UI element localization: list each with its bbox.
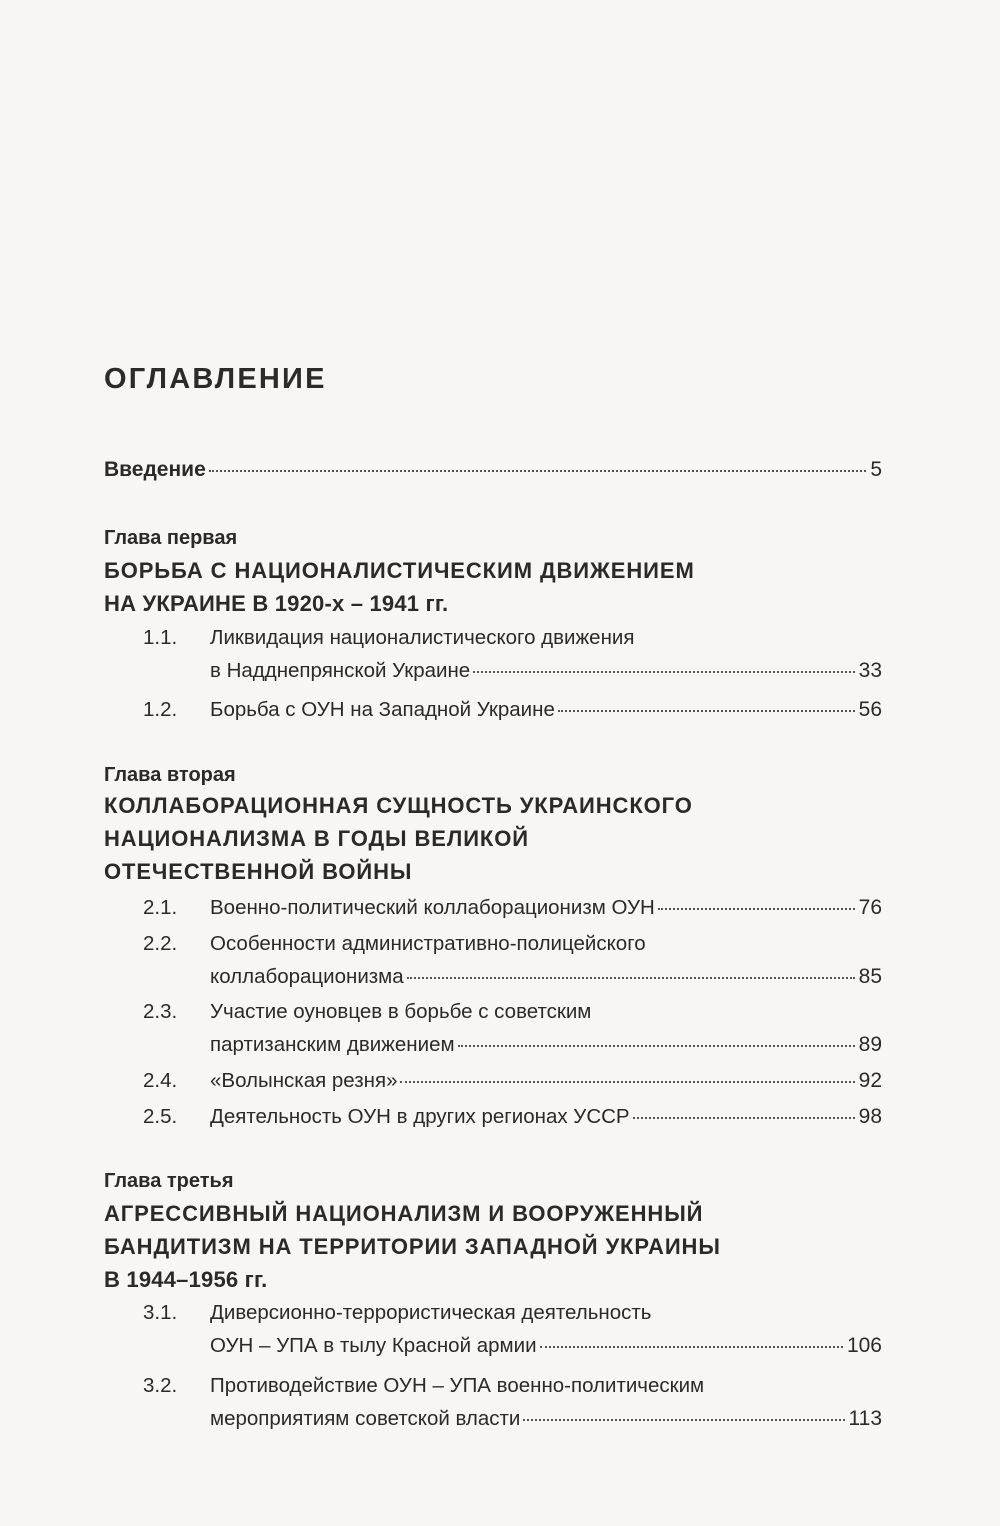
section-title-line: Особенности административно-полицейского bbox=[210, 932, 646, 955]
section-title-line: коллаборационизма bbox=[210, 965, 404, 988]
section-number: 2.3. bbox=[143, 1000, 178, 1023]
toc-entry-section[interactable] bbox=[143, 927, 882, 993]
section-title-line: Участие оуновцев в борьбе с советским bbox=[210, 1000, 592, 1023]
section-title-line: в Надднепрянской Украине bbox=[210, 659, 471, 682]
section-title-line: ОУН – УПА в тылу Красной армии bbox=[210, 1334, 537, 1357]
page-number: 85 bbox=[858, 965, 882, 988]
page-number: 56 bbox=[858, 698, 882, 721]
toc-entry-section[interactable] bbox=[143, 891, 882, 924]
section-number: 2.2. bbox=[143, 932, 178, 955]
section-number: 1.1. bbox=[143, 626, 178, 649]
section-title-line: мероприятиям советской власти bbox=[210, 1407, 521, 1430]
page-number: 33 bbox=[858, 659, 882, 682]
dot-leader bbox=[540, 1346, 843, 1348]
section-title-line: Деятельность ОУН в других регионах УССР bbox=[210, 1105, 630, 1128]
page-number: 5 bbox=[870, 458, 882, 481]
section-title-line: Противодействие ОУН – УПА военно-политическим bbox=[210, 1374, 705, 1397]
section-title-line: Ликвидация националистического движения bbox=[210, 626, 635, 649]
chapter-label: Глава вторая bbox=[104, 764, 236, 786]
chapter-label: Глава первая bbox=[104, 527, 238, 549]
chapter-title-line: БОРЬБА С НАЦИОНАЛИСТИЧЕСКИМ ДВИЖЕНИЕМ bbox=[104, 558, 695, 583]
chapter-title-line: НА УКРАИНЕ В 1920-х – 1941 гг. bbox=[104, 591, 449, 616]
section-title-line: партизанским движением bbox=[210, 1033, 455, 1056]
toc-entry-section[interactable] bbox=[143, 1100, 882, 1133]
toc-entry-section[interactable] bbox=[143, 1369, 882, 1435]
chapter-title-line: АГРЕССИВНЫЙ НАЦИОНАЛИЗМ И ВООРУЖЕННЫЙ bbox=[104, 1201, 704, 1226]
dot-leader bbox=[523, 1419, 844, 1421]
dot-leader bbox=[209, 470, 867, 472]
page-number: 98 bbox=[858, 1105, 882, 1128]
section-number: 2.5. bbox=[143, 1105, 178, 1128]
toc-entry-introduction[interactable] bbox=[104, 456, 882, 484]
toc-entry-section[interactable] bbox=[143, 693, 882, 726]
page-title: ОГЛАВЛЕНИЕ bbox=[104, 363, 327, 395]
section-title-line: Борьба с ОУН на Западной Украине bbox=[210, 698, 555, 721]
chapter-title[interactable] bbox=[104, 1197, 721, 1296]
dot-leader bbox=[400, 1081, 854, 1083]
dot-leader bbox=[458, 1045, 855, 1047]
dot-leader bbox=[633, 1117, 855, 1119]
page-number: 76 bbox=[858, 896, 882, 919]
toc-entry-section[interactable] bbox=[143, 1296, 882, 1362]
chapter-title-line: НАЦИОНАЛИЗМА В ГОДЫ ВЕЛИКОЙ bbox=[104, 826, 529, 851]
dot-leader bbox=[658, 908, 855, 910]
page-number: 89 bbox=[858, 1033, 882, 1056]
toc-entry-section[interactable] bbox=[143, 1064, 882, 1097]
section-number: 3.1. bbox=[143, 1301, 178, 1324]
page-number: 113 bbox=[848, 1407, 882, 1430]
dot-leader bbox=[558, 710, 855, 712]
chapter-title-line: ОТЕЧЕСТВЕННОЙ ВОЙНЫ bbox=[104, 859, 413, 884]
chapter-label: Глава третья bbox=[104, 1170, 234, 1192]
section-title-line: Военно-политический коллаборационизм ОУН bbox=[210, 896, 655, 919]
dot-leader bbox=[473, 671, 854, 673]
toc-entry-section[interactable] bbox=[143, 621, 882, 687]
section-number: 3.2. bbox=[143, 1374, 178, 1397]
section-title-line: «Волынская резня» bbox=[210, 1069, 398, 1092]
toc-entry-section[interactable] bbox=[143, 995, 882, 1061]
section-title-line: Диверсионно-террористическая деятельность bbox=[210, 1301, 652, 1324]
page-number: 106 bbox=[846, 1334, 882, 1357]
section-number: 1.2. bbox=[143, 698, 178, 721]
dot-leader bbox=[407, 977, 855, 979]
chapter-title-line: В 1944–1956 гг. bbox=[104, 1267, 268, 1292]
entry-title: Введение bbox=[104, 458, 206, 481]
section-number: 2.4. bbox=[143, 1069, 178, 1092]
chapter-title-line: БАНДИТИЗМ НА ТЕРРИТОРИИ ЗАПАДНОЙ УКРАИНЫ bbox=[104, 1234, 721, 1259]
page-number: 92 bbox=[858, 1069, 882, 1092]
chapter-title-line: КОЛЛАБОРАЦИОННАЯ СУЩНОСТЬ УКРАИНСКОГО bbox=[104, 793, 693, 818]
chapter-title[interactable] bbox=[104, 789, 693, 888]
chapter-title[interactable] bbox=[104, 554, 695, 620]
section-number: 2.1. bbox=[143, 896, 178, 919]
